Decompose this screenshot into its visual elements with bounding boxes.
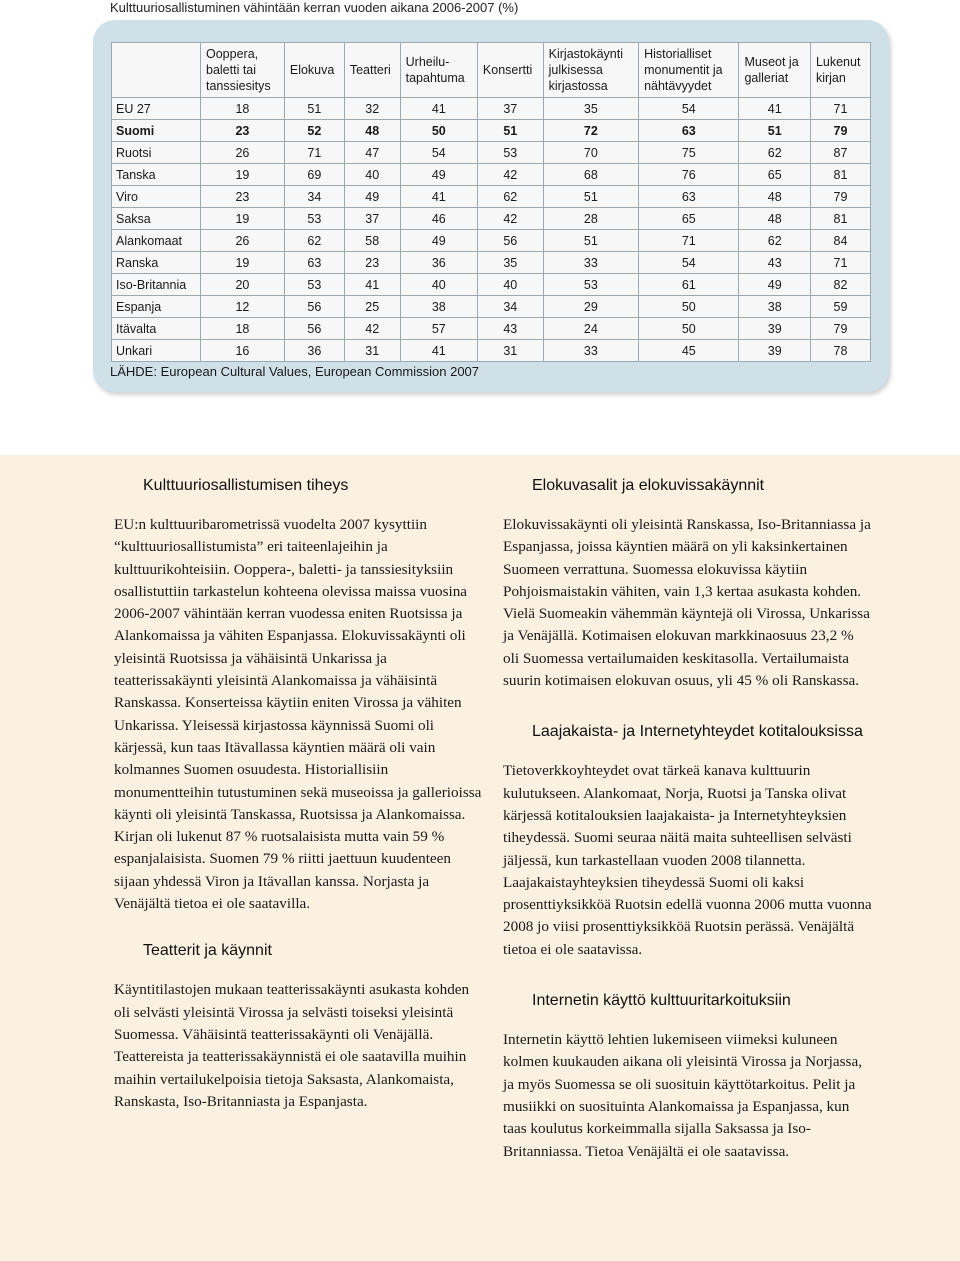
table-cell: 56 — [284, 318, 344, 340]
table-cell: 70 — [543, 142, 638, 164]
table-cell: 18 — [201, 318, 285, 340]
table-cell: 38 — [400, 296, 477, 318]
table-cell: 53 — [284, 208, 344, 230]
right-column — [503, 470, 873, 1163]
table-cell: 51 — [543, 230, 638, 252]
table-row — [112, 208, 871, 230]
table-cell: 40 — [477, 274, 543, 296]
table-cell: 23 — [344, 252, 400, 274]
table-cell: 78 — [810, 340, 870, 362]
table-cell: 42 — [344, 318, 400, 340]
section-heading: Kulttuuriosallistumisen tiheys — [143, 477, 349, 494]
table-cell: 51 — [543, 186, 638, 208]
table-cell: 79 — [810, 318, 870, 340]
table-cell: 39 — [739, 318, 811, 340]
table-cell: 25 — [344, 296, 400, 318]
table-cell: 65 — [739, 164, 811, 186]
table-row — [112, 318, 871, 340]
header-cell — [477, 43, 543, 98]
table-cell: 31 — [344, 340, 400, 362]
section-text: Tietoverkkoyhteydet ovat tärkeä kanava kulttuurin kulutukseen. Alankomaat, Norja, Ruotsi ja Tanska olivat kärjessä kotitalouksien laajakaista- ja Internetyhteyksien tiheydessä. Suomi seuraa näitä maita suhteellisen selvästi jäljessä, kun tarkastellaan vuoden 2008 tilannetta. Laajakaistayhteyksien tiheydessä Suomi oli kaksi prosenttiyksikköä Ruotsin edellä vuonna 2006 mutta vuonna 2008 jo viisi prosenttiyksikköä Ruotsin perässä. Venäjältä tietoa ei ole saatavissa. — [503, 762, 872, 958]
row-label: Ruotsi — [112, 142, 201, 164]
table-cell: 51 — [477, 120, 543, 142]
table-cell: 84 — [810, 230, 870, 252]
row-label: Alankomaat — [112, 230, 201, 252]
table-cell: 19 — [201, 164, 285, 186]
table-cell: 62 — [477, 186, 543, 208]
section-heading: Elokuvasalit ja elokuvissakäynnit — [532, 477, 765, 494]
table-cell: 69 — [284, 164, 344, 186]
table-cell: 19 — [201, 252, 285, 274]
section-heading: Laajakaista- ja Internetyhteydet kotitalouksissa — [532, 723, 863, 741]
table-cell: 72 — [543, 120, 638, 142]
table-row — [112, 340, 871, 362]
table-cell: 24 — [543, 318, 638, 340]
table-cell: 56 — [284, 296, 344, 318]
table-cell: 34 — [477, 296, 543, 318]
table-cell: 58 — [344, 230, 400, 252]
table-cell: 41 — [400, 98, 477, 120]
table-cell: 62 — [284, 230, 344, 252]
header-line: baletti tai — [206, 63, 257, 77]
table-cell: 42 — [477, 208, 543, 230]
table-cell: 50 — [400, 120, 477, 142]
section — [114, 476, 484, 915]
table-cell: 31 — [477, 340, 543, 362]
table-row — [112, 252, 871, 274]
table-cell: 56 — [477, 230, 543, 252]
section — [114, 941, 484, 1113]
section-text: Elokuvissakäynti oli yleisintä Ranskassa, Iso-Britanniassa ja Espanjassa, joissa käyntien määrä on yli kaksinkertainen Suomeen verrattuna. Suomessa elokuvissa käytiin Pohjoismaistakin vähiten, vain 1,3 kertaa asukasta kohden. Vielä Suomeakin vähemmän käyntejä oli Virossa, Unkarissa ja Venäjällä. Kotimaisen elokuvan markkinaosuus 23,2 % oli Suomessa vertailumaiden keskitasolla. Vertailumaista suurin kotimaisen elokuvan osuus, yli 45 % oli Ranskassa. — [503, 516, 871, 690]
section-heading: Internetin käyttö kulttuuritarkoituksiin — [532, 992, 791, 1010]
table-cell: 40 — [344, 164, 400, 186]
row-label: Iso-Britannia — [112, 274, 201, 296]
header-line: Historialliset — [644, 47, 712, 61]
row-label: EU 27 — [112, 98, 201, 120]
table-cell: 35 — [477, 252, 543, 274]
header-cell — [284, 43, 344, 98]
table-cell: 29 — [543, 296, 638, 318]
table-cell: 54 — [400, 142, 477, 164]
row-label: Viro — [112, 186, 201, 208]
header-line: Teatteri — [349, 63, 391, 77]
table-cell: 65 — [639, 208, 739, 230]
table-cell: 42 — [477, 164, 543, 186]
header-line: Kirjastokäynti — [548, 47, 623, 61]
section-text: Internetin käyttö lehtien lukemiseen viimeksi kuluneen kolmen kuukauden aikana oli yleisintä Virossa ja Norjassa, ja myös Suomessa se oli suosituin käyttötarkoitus. Pelit ja musiikki on suosituinta Alankomaissa ja Espanjassa, kun taas koulutus korkeimmalla sijalla Saksassa ja Iso-Britanniassa. Tietoa Venäjältä ei ole saatavissa. — [503, 1031, 863, 1160]
table-cell: 47 — [344, 142, 400, 164]
table-cell: 34 — [284, 186, 344, 208]
table-cell: 41 — [344, 274, 400, 296]
header-line: tapahtuma — [405, 71, 465, 85]
table-cell: 81 — [810, 164, 870, 186]
table-cell: 59 — [810, 296, 870, 318]
table-cell: 81 — [810, 208, 870, 230]
table-cell: 36 — [284, 340, 344, 362]
table-cell: 38 — [739, 296, 811, 318]
table-cell: 63 — [639, 186, 739, 208]
table-cell: 28 — [543, 208, 638, 230]
header-line: nähtävyydet — [644, 79, 712, 93]
header-line: julkisessa — [548, 63, 603, 77]
table-cell: 71 — [284, 142, 344, 164]
table-cell: 41 — [739, 98, 811, 120]
header-line: Lukenut — [815, 55, 861, 69]
table-cell: 51 — [284, 98, 344, 120]
row-label: Suomi — [112, 120, 201, 142]
row-label: Itävalta — [112, 318, 201, 340]
table-cell: 49 — [400, 230, 477, 252]
table-cell: 50 — [639, 296, 739, 318]
header-line: Urheilu- — [405, 55, 450, 69]
table-cell: 71 — [810, 98, 870, 120]
table-cell: 49 — [344, 186, 400, 208]
table-cell: 68 — [543, 164, 638, 186]
row-label: Espanja — [112, 296, 201, 318]
table-cell: 62 — [739, 230, 811, 252]
section — [503, 476, 873, 692]
section — [503, 991, 873, 1163]
table-cell: 57 — [400, 318, 477, 340]
table-cell: 51 — [739, 120, 811, 142]
header-line: kirjan — [815, 71, 846, 85]
table-cell: 41 — [400, 340, 477, 362]
culture-participation-table — [111, 42, 871, 362]
row-label: Ranska — [112, 252, 201, 274]
table-cell: 48 — [739, 208, 811, 230]
section-text: Käyntitilastojen mukaan teatterissakäynti asukasta kohden oli selvästi yleisintä Virossa ja selvästi toiseksi yleisintä Suomessa. Vähäisintä teatterissakäynti oli Venäjällä. Teattereista ja teatterissakäynnistä ei ole saatavilla muihin maihin vertailukelpoisia tietoja Saksasta, Alankomaista, Ranskasta, Iso-Britanniasta ja Espanjasta. — [114, 981, 470, 1110]
table-cell: 62 — [739, 142, 811, 164]
source-note: LÄHDE: European Cultural Values, European Commission 2007 — [110, 364, 480, 379]
table-body — [112, 98, 871, 362]
table-cell: 33 — [543, 252, 638, 274]
table-row — [112, 296, 871, 318]
table-cell: 82 — [810, 274, 870, 296]
table-cell: 49 — [739, 274, 811, 296]
table-cell: 61 — [639, 274, 739, 296]
table-cell: 54 — [639, 98, 739, 120]
table-cell: 49 — [400, 164, 477, 186]
table-header-row — [112, 43, 871, 98]
section-text: EU:n kulttuuribarometrissä vuodelta 2007 kysyttiin “kulttuuriosallistumista” eri taiteenlajeihin ja kulttuurikohteisiin. Ooppera-, baletti- ja tanssiesityksiin osallistuttiin tarkastelun kohteena olevissa maissa vuosina 2006-2007 vähintään kerran vuodessa eniten Ruotsissa ja Alankomaissa ja vähiten Espanjassa. Elokuvissakäynti oli yleisintä Ruotsissa ja vähäisintä Unkarissa ja teatterissakäynti yleisintä Alankomaissa ja vähäisintä Ranskassa. Konserteissa käytiin eniten Virossa ja vähiten Unkarissa. Yleisessä kirjastossa käynnissä Suomi oli kärjessä, kun taas Itävallassa käyntien määrä oli vain kolmannes Suomen osuudesta. Historiallisiin monumentteihin tutustuminen sekä museoissa ja gallerioissa käynti oli yleisintä Tanskassa, Ruotsissa ja Alankomaissa. Kirjan oli lukenut 87 % ruotsalaisista mutta vain 59 % espanjalaisista. Suomen 79 % riitti jaettuun kuudenteen sijaan yhdessä Viron ja Itävallan kanssa. Norjasta ja Venäjältä tietoa ei ole saatavilla. — [114, 516, 482, 913]
table-cell: 79 — [810, 120, 870, 142]
table-cell: 39 — [739, 340, 811, 362]
header-line: tanssiesitys — [206, 79, 271, 93]
row-label: Tanska — [112, 164, 201, 186]
header-line: Elokuva — [289, 63, 335, 77]
header-line: Museot ja — [744, 55, 799, 69]
header-line: Ooppera, — [206, 47, 259, 61]
header-line: Konsertti — [482, 63, 533, 77]
left-column — [114, 470, 484, 1113]
table-cell: 53 — [284, 274, 344, 296]
table-row — [112, 274, 871, 296]
table-cell: 20 — [201, 274, 285, 296]
table-cell: 37 — [477, 98, 543, 120]
table-cell: 16 — [201, 340, 285, 362]
table-cell: 26 — [201, 230, 285, 252]
table-cell: 37 — [344, 208, 400, 230]
header-line: monumentit ja — [644, 63, 723, 77]
table-cell: 48 — [344, 120, 400, 142]
table-cell: 26 — [201, 142, 285, 164]
table-cell: 40 — [400, 274, 477, 296]
row-label: Unkari — [112, 340, 201, 362]
section — [503, 722, 873, 961]
table-cell: 23 — [201, 186, 285, 208]
table-row — [112, 142, 871, 164]
table-cell: 32 — [344, 98, 400, 120]
table-cell: 52 — [284, 120, 344, 142]
table-cell: 63 — [639, 120, 739, 142]
table-cell: 43 — [477, 318, 543, 340]
header-cell — [344, 43, 400, 98]
table-cell: 33 — [543, 340, 638, 362]
table-cell: 18 — [201, 98, 285, 120]
header-corner — [112, 43, 201, 98]
table-cell: 75 — [639, 142, 739, 164]
table-row — [112, 164, 871, 186]
table-cell: 48 — [739, 186, 811, 208]
table-cell: 76 — [639, 164, 739, 186]
table-cell: 53 — [477, 142, 543, 164]
table-cell: 79 — [810, 186, 870, 208]
section-heading: Teatterit ja käynnit — [143, 942, 272, 960]
table-cell: 23 — [201, 120, 285, 142]
table-row — [112, 120, 871, 142]
table-cell: 71 — [639, 230, 739, 252]
table-cell: 53 — [543, 274, 638, 296]
header-line: galleriat — [744, 71, 789, 85]
table-row — [112, 186, 871, 208]
table-cell: 63 — [284, 252, 344, 274]
table-cell: 45 — [639, 340, 739, 362]
table-cell: 19 — [201, 208, 285, 230]
table-cell: 71 — [810, 252, 870, 274]
header-cell — [201, 43, 285, 98]
header-cell — [639, 43, 739, 98]
table-cell: 87 — [810, 142, 870, 164]
header-cell — [739, 43, 811, 98]
table-cell: 35 — [543, 98, 638, 120]
table-row — [112, 230, 871, 252]
header-cell — [400, 43, 477, 98]
header-line: kirjastossa — [548, 79, 608, 93]
table-cell: 54 — [639, 252, 739, 274]
table-cell: 46 — [400, 208, 477, 230]
header-cell — [810, 43, 870, 98]
table-row — [112, 98, 871, 120]
table-cell: 43 — [739, 252, 811, 274]
row-label: Saksa — [112, 208, 201, 230]
page-title: Kulttuuriosallistuminen vähintään kerran vuoden aikana 2006-2007 (%) — [110, 0, 519, 15]
header-cell — [543, 43, 638, 98]
table-cell: 36 — [400, 252, 477, 274]
table-cell: 41 — [400, 186, 477, 208]
table-cell: 50 — [639, 318, 739, 340]
table-cell: 12 — [201, 296, 285, 318]
